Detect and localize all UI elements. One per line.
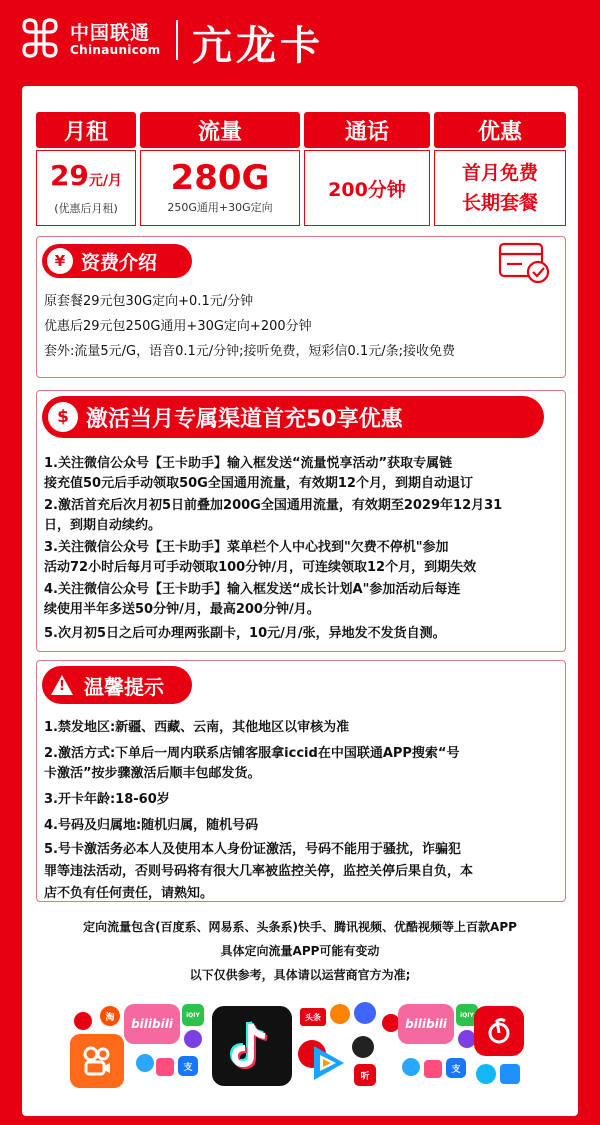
- logo-chinese-text: 中国联通: [70, 22, 151, 44]
- tip-line-8: 店不负有任何责任，请熟知。: [44, 886, 214, 901]
- data-note: 250G通用+30G定向: [167, 201, 273, 214]
- header-calls: 通话: [304, 112, 430, 148]
- music-app-icon: [352, 1036, 374, 1058]
- promo-line-8: 续使用半年多送50分钟/月，最高200分钟/月。: [44, 602, 320, 617]
- card-name-title: 亢龙卡: [192, 23, 324, 69]
- tips-title-pill: [42, 666, 192, 704]
- promo-line-4: 日，到期自动续约。: [44, 518, 162, 533]
- tip-line-6: 5.号卡激活务必本人及使用本人身份证激活，号码不能用于骚扰，诈骗犯: [44, 842, 461, 857]
- header-perks: 优惠: [434, 112, 566, 148]
- plane-icon: [500, 1064, 520, 1084]
- footer-line-2: 具体定向流量APP可能有变动: [220, 944, 380, 958]
- ting-icon-text: 听: [360, 1071, 370, 1082]
- bilibili-icon-2: bilibili: [398, 1004, 454, 1044]
- calls-amount: 200分钟: [328, 178, 406, 201]
- alipay-icon: [178, 1056, 198, 1076]
- qq-icon: [476, 1064, 496, 1084]
- iqiyi-icon: iQIY: [182, 1004, 204, 1026]
- cctv-icon: [184, 1030, 202, 1048]
- youku-icon: [136, 1054, 154, 1072]
- promo-line-7: 4.关注微信公众号【王卡助手】输入框发送“成长计划A"参加活动后每连: [44, 582, 461, 597]
- footer-line-1: 定向流量包含(百度系、网易系、头条系)快手、腾讯视频、优酷视频等上百款APP: [83, 920, 517, 934]
- price-value: 29: [49, 158, 89, 192]
- fee-line-2: 优惠后29元包250G通用+30G定向+200分钟: [44, 319, 312, 334]
- bill-check-icon: [498, 242, 552, 284]
- tencent-video-icon: [306, 1042, 348, 1084]
- promo-line-9: 5.次月初5日之后可办理两张副卡，10元/月/张，异地发不发货自测。: [44, 626, 446, 641]
- taobao-icon: [100, 1006, 120, 1026]
- alipay-icon-2: [446, 1058, 466, 1078]
- coin-refresh-icon: $: [48, 402, 78, 432]
- yen-coin-icon: ¥: [47, 248, 73, 274]
- alipay-icon-text: 支: [183, 1062, 193, 1073]
- iqiyi-icon-2: iQIY: [456, 1004, 478, 1026]
- alipay-icon-2-text: 支: [451, 1064, 461, 1075]
- netease-music-icon: [474, 1006, 524, 1056]
- tip-line-1: 1.禁发地区:新疆、西藏、云南，其他地区以审核为准: [44, 720, 350, 735]
- bilibili-icon: bilibili: [124, 1004, 180, 1044]
- header-monthly-fee: 月租: [36, 112, 136, 148]
- kuaishou-icon: [70, 1034, 124, 1088]
- ting-icon: [354, 1064, 376, 1086]
- fees-title-pill: [42, 244, 192, 278]
- tip-line-4: 3.开卡年龄:18-60岁: [44, 792, 170, 807]
- promo-line-6: 活动72小时后每月可手动领取100分钟/月，可连续领取12个月，到期失效: [44, 560, 477, 575]
- tencent-news-icon: [354, 1002, 376, 1024]
- promo-line-1: 1.关注微信公众号【王卡助手】输入框发送“流量悦享活动”获取专属链: [44, 456, 453, 471]
- price-unit: 元/月: [88, 172, 123, 189]
- mgtv-icon-2: [424, 1060, 442, 1078]
- china-unicom-knot-icon: [16, 16, 64, 60]
- promo-line-2: 接充值50元后手动领取50G全国通用流量，有效期12个月，到期自动退订: [44, 476, 473, 491]
- toutiao-icon-text: 头条: [305, 1012, 321, 1022]
- data-amount: 280G: [170, 158, 270, 198]
- fee-line-1: 原套餐29元包30G定向+0.1元/分钟: [44, 294, 254, 309]
- footer-line-3: 以下仅供参考，具体请以运营商官方为准;: [189, 968, 411, 982]
- promo-title-pill: [42, 396, 544, 438]
- promo-line-3: 2.激活首充后次月初5日前叠加200G全国通用流量，有效期至2029年12月31: [44, 498, 503, 513]
- tip-line-2: 2.激活方式:下单后一周内联系店铺客服拿iccid在中国联通APP搜索“号: [44, 746, 460, 761]
- cmcc-icon: [74, 1012, 92, 1030]
- tip-line-5: 4.号码及归属地:随机归属，随机号码: [44, 818, 259, 833]
- cell-calls: [304, 150, 430, 226]
- logo-english-text: Chinaunicom: [70, 43, 161, 57]
- fees-title: 资费介绍: [81, 251, 158, 274]
- weibo-icon: [330, 1004, 350, 1024]
- tip-line-7: 罪等违法活动，否则号码将有很大几率被监控关停，监控关停后果自负，本: [44, 864, 474, 879]
- price-note: (优惠后月租): [54, 201, 118, 215]
- cell-perks: [434, 150, 566, 226]
- promo-title: 激活当月专属渠道首充50享优惠: [86, 406, 403, 432]
- promo-line-5: 3.关注微信公众号【王卡助手】菜单栏个人中心找到"欠费不停机"参加: [44, 540, 449, 555]
- tips-title: 温馨提示: [84, 674, 164, 699]
- perk-first-month-free: 首月免费: [461, 162, 538, 184]
- warning-icon: [50, 674, 74, 696]
- tip-line-3: 卡激活”按步骤激活后顺丰包邮发货。: [44, 766, 261, 781]
- perk-long-term-plan: 长期套餐: [461, 192, 538, 214]
- mgtv-icon: [156, 1058, 174, 1076]
- header-divider: [176, 20, 178, 60]
- warning-icon-mark: !: [59, 679, 65, 694]
- plan-table: [36, 112, 566, 224]
- cell-monthly-fee: [36, 150, 136, 226]
- fee-line-3: 套外:流量5元/G，语音0.1元/分钟;接听免费，短彩信0.1元/条;接收免费: [44, 344, 455, 359]
- youku-icon-2: [402, 1058, 420, 1076]
- toutiao-icon: [300, 1008, 326, 1026]
- douyin-icon: [212, 1006, 292, 1086]
- taobao-icon-text: 淘: [105, 1012, 115, 1023]
- header-data: 流量: [140, 112, 300, 148]
- price-line: [49, 158, 123, 196]
- cell-data: [140, 150, 300, 226]
